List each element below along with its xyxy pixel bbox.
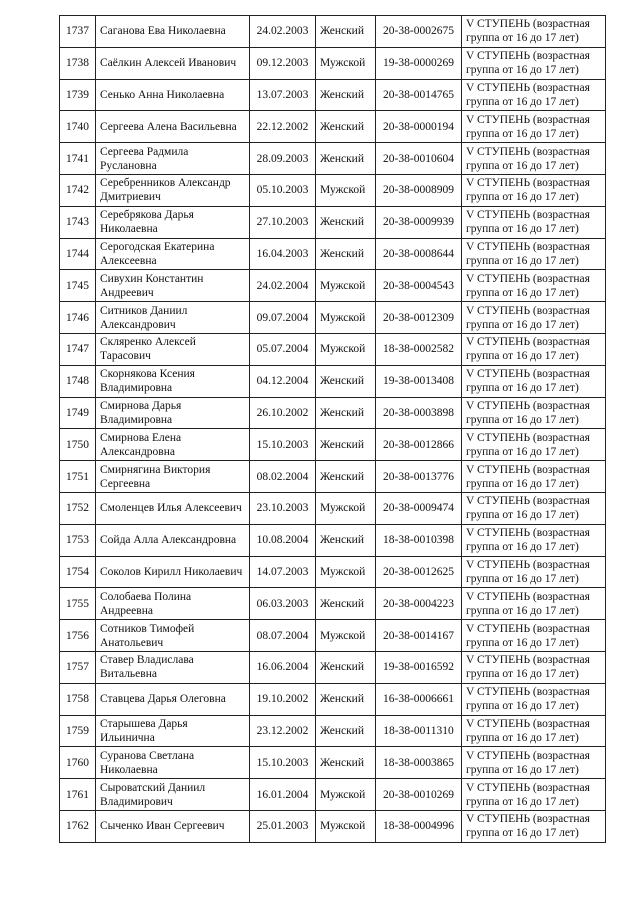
birth-date-cell: 16.04.2003: [250, 238, 316, 270]
full-name-cell: Сенько Анна Николаевна: [96, 79, 250, 111]
uin-number-cell: 18-38-0003865: [376, 747, 462, 779]
table-row: [60, 270, 606, 302]
birth-date-cell: 23.10.2003: [250, 492, 316, 524]
row-number-cell: 1755: [60, 588, 96, 620]
row-number-cell: 1752: [60, 492, 96, 524]
uin-number-cell: 19-38-0016592: [376, 651, 462, 683]
full-name-cell: Ставцева Дарья Олеговна: [96, 683, 250, 715]
full-name-cell: Смирнягина Виктория Сергеевна: [96, 461, 250, 493]
birth-date-cell: 09.07.2004: [250, 302, 316, 334]
full-name-cell: Сергеева Радмила Руслановна: [96, 143, 250, 175]
gto-step-cell: V СТУПЕНЬ (возрастная группа от 16 до 17 лет): [462, 302, 606, 334]
uin-number-cell: 20-38-0000194: [376, 111, 462, 143]
gender-cell: Мужской: [316, 556, 376, 588]
table-row: [60, 111, 606, 143]
table-row: [60, 556, 606, 588]
uin-number-cell: 20-38-0004543: [376, 270, 462, 302]
full-name-cell: Сыроватский Даниил Владимирович: [96, 779, 250, 811]
row-number-cell: 1753: [60, 524, 96, 556]
gender-cell: Женский: [316, 588, 376, 620]
birth-date-cell: 27.10.2003: [250, 206, 316, 238]
gto-step-cell: V СТУПЕНЬ (возрастная группа от 16 до 17 лет): [462, 747, 606, 779]
uin-number-cell: 20-38-0013776: [376, 461, 462, 493]
uin-number-cell: 20-38-0012625: [376, 556, 462, 588]
full-name-cell: Солобаева Полина Андреевна: [96, 588, 250, 620]
uin-number-cell: 20-38-0010269: [376, 779, 462, 811]
row-number-cell: 1739: [60, 79, 96, 111]
gender-cell: Женский: [316, 238, 376, 270]
gender-cell: Женский: [316, 429, 376, 461]
gto-step-cell: V СТУПЕНЬ (возрастная группа от 16 до 17 лет): [462, 206, 606, 238]
table-row: [60, 238, 606, 270]
gto-step-cell: V СТУПЕНЬ (возрастная группа от 16 до 17 лет): [462, 397, 606, 429]
gender-cell: Женский: [316, 143, 376, 175]
full-name-cell: Сыченко Иван Сергеевич: [96, 810, 250, 842]
birth-date-cell: 05.07.2004: [250, 333, 316, 365]
gender-cell: Женский: [316, 206, 376, 238]
uin-number-cell: 20-38-0004223: [376, 588, 462, 620]
gto-step-cell: V СТУПЕНЬ (возрастная группа от 16 до 17 лет): [462, 47, 606, 79]
table-row: [60, 47, 606, 79]
birth-date-cell: 15.10.2003: [250, 429, 316, 461]
uin-number-cell: 20-38-0008644: [376, 238, 462, 270]
uin-number-cell: 18-38-0011310: [376, 715, 462, 747]
row-number-cell: 1759: [60, 715, 96, 747]
gto-step-cell: V СТУПЕНЬ (возрастная группа от 16 до 17 лет): [462, 651, 606, 683]
birth-date-cell: 15.10.2003: [250, 747, 316, 779]
birth-date-cell: 24.02.2003: [250, 16, 316, 48]
full-name-cell: Соколов Кирилл Николаевич: [96, 556, 250, 588]
birth-date-cell: 14.07.2003: [250, 556, 316, 588]
gender-cell: Женский: [316, 111, 376, 143]
birth-date-cell: 09.12.2003: [250, 47, 316, 79]
birth-date-cell: 26.10.2002: [250, 397, 316, 429]
row-number-cell: 1738: [60, 47, 96, 79]
gender-cell: Женский: [316, 365, 376, 397]
uin-number-cell: 19-38-0000269: [376, 47, 462, 79]
full-name-cell: Скорнякова Ксения Владимировна: [96, 365, 250, 397]
table-row: [60, 683, 606, 715]
table-row: [60, 651, 606, 683]
uin-number-cell: 20-38-0012866: [376, 429, 462, 461]
gender-cell: Женский: [316, 397, 376, 429]
gender-cell: Женский: [316, 651, 376, 683]
birth-date-cell: 10.08.2004: [250, 524, 316, 556]
gto-step-cell: V СТУПЕНЬ (возрастная группа от 16 до 17 лет): [462, 524, 606, 556]
row-number-cell: 1762: [60, 810, 96, 842]
full-name-cell: Ставер Владислава Витальевна: [96, 651, 250, 683]
uin-number-cell: 18-38-0004996: [376, 810, 462, 842]
birth-date-cell: 16.01.2004: [250, 779, 316, 811]
full-name-cell: Старышева Дарья Ильинична: [96, 715, 250, 747]
table-row: [60, 810, 606, 842]
table-row: [60, 620, 606, 652]
table-row: [60, 779, 606, 811]
row-number-cell: 1754: [60, 556, 96, 588]
gender-cell: Женский: [316, 683, 376, 715]
gto-step-cell: V СТУПЕНЬ (возрастная группа от 16 до 17 лет): [462, 79, 606, 111]
table-row: [60, 206, 606, 238]
row-number-cell: 1761: [60, 779, 96, 811]
table-row: [60, 79, 606, 111]
gto-step-cell: V СТУПЕНЬ (возрастная группа от 16 до 17 лет): [462, 620, 606, 652]
row-number-cell: 1740: [60, 111, 96, 143]
row-number-cell: 1756: [60, 620, 96, 652]
gender-cell: Мужской: [316, 270, 376, 302]
full-name-cell: Саганова Ева Николаевна: [96, 16, 250, 48]
row-number-cell: 1743: [60, 206, 96, 238]
row-number-cell: 1748: [60, 365, 96, 397]
gto-step-cell: V СТУПЕНЬ (возрастная группа от 16 до 17 лет): [462, 270, 606, 302]
table-row: [60, 524, 606, 556]
uin-number-cell: 19-38-0013408: [376, 365, 462, 397]
gto-step-cell: V СТУПЕНЬ (возрастная группа от 16 до 17 лет): [462, 588, 606, 620]
table-row: [60, 174, 606, 206]
uin-number-cell: 20-38-0012309: [376, 302, 462, 334]
row-number-cell: 1745: [60, 270, 96, 302]
gender-cell: Женский: [316, 79, 376, 111]
birth-date-cell: 16.06.2004: [250, 651, 316, 683]
birth-date-cell: 13.07.2003: [250, 79, 316, 111]
row-number-cell: 1749: [60, 397, 96, 429]
row-number-cell: 1751: [60, 461, 96, 493]
uin-number-cell: 20-38-0010604: [376, 143, 462, 175]
birth-date-cell: 08.02.2004: [250, 461, 316, 493]
gto-step-cell: V СТУПЕНЬ (возрастная группа от 16 до 17 лет): [462, 111, 606, 143]
full-name-cell: Сотников Тимофей Анатольевич: [96, 620, 250, 652]
uin-number-cell: 20-38-0002675: [376, 16, 462, 48]
gto-step-cell: V СТУПЕНЬ (возрастная группа от 16 до 17 лет): [462, 683, 606, 715]
gto-step-cell: V СТУПЕНЬ (возрастная группа от 16 до 17 лет): [462, 779, 606, 811]
birth-date-cell: 08.07.2004: [250, 620, 316, 652]
row-number-cell: 1747: [60, 333, 96, 365]
uin-number-cell: 20-38-0009474: [376, 492, 462, 524]
full-name-cell: Сойда Алла Александровна: [96, 524, 250, 556]
gender-cell: Женский: [316, 16, 376, 48]
gto-step-cell: V СТУПЕНЬ (возрастная группа от 16 до 17 лет): [462, 238, 606, 270]
uin-number-cell: 20-38-0014167: [376, 620, 462, 652]
row-number-cell: 1741: [60, 143, 96, 175]
row-number-cell: 1758: [60, 683, 96, 715]
gto-step-cell: V СТУПЕНЬ (возрастная группа от 16 до 17 лет): [462, 365, 606, 397]
row-number-cell: 1742: [60, 174, 96, 206]
uin-number-cell: 20-38-0014765: [376, 79, 462, 111]
birth-date-cell: 28.09.2003: [250, 143, 316, 175]
full-name-cell: Саёлкин Алексей Иванович: [96, 47, 250, 79]
uin-number-cell: 18-38-0010398: [376, 524, 462, 556]
gender-cell: Женский: [316, 747, 376, 779]
gto-step-cell: V СТУПЕНЬ (возрастная группа от 16 до 17 лет): [462, 461, 606, 493]
gto-step-cell: V СТУПЕНЬ (возрастная группа от 16 до 17 лет): [462, 16, 606, 48]
birth-date-cell: 25.01.2003: [250, 810, 316, 842]
gto-step-cell: V СТУПЕНЬ (возрастная группа от 16 до 17 лет): [462, 715, 606, 747]
table-row: [60, 429, 606, 461]
table-row: [60, 302, 606, 334]
full-name-cell: Смирнова Дарья Владимировна: [96, 397, 250, 429]
table-row: [60, 461, 606, 493]
full-name-cell: Смирнова Елена Александровна: [96, 429, 250, 461]
birth-date-cell: 06.03.2003: [250, 588, 316, 620]
gender-cell: Мужской: [316, 810, 376, 842]
full-name-cell: Ситников Даниил Александрович: [96, 302, 250, 334]
birth-date-cell: 23.12.2002: [250, 715, 316, 747]
full-name-cell: Сергеева Алена Васильевна: [96, 111, 250, 143]
row-number-cell: 1744: [60, 238, 96, 270]
full-name-cell: Сивухин Константин Андреевич: [96, 270, 250, 302]
gto-step-cell: V СТУПЕНЬ (возрастная группа от 16 до 17 лет): [462, 143, 606, 175]
table-row: [60, 715, 606, 747]
birth-date-cell: 19.10.2002: [250, 683, 316, 715]
uin-number-cell: 16-38-0006661: [376, 683, 462, 715]
gender-cell: Женский: [316, 715, 376, 747]
gto-step-cell: V СТУПЕНЬ (возрастная группа от 16 до 17 лет): [462, 810, 606, 842]
gender-cell: Женский: [316, 461, 376, 493]
gto-step-cell: V СТУПЕНЬ (возрастная группа от 16 до 17 лет): [462, 174, 606, 206]
row-number-cell: 1746: [60, 302, 96, 334]
table-body: [60, 16, 606, 843]
table-row: [60, 365, 606, 397]
table-row: [60, 492, 606, 524]
gto-step-cell: V СТУПЕНЬ (возрастная группа от 16 до 17 лет): [462, 492, 606, 524]
birth-date-cell: 24.02.2004: [250, 270, 316, 302]
full-name-cell: Серебренников Александр Дмитриевич: [96, 174, 250, 206]
full-name-cell: Серебрякова Дарья Николаевна: [96, 206, 250, 238]
gender-cell: Мужской: [316, 302, 376, 334]
participants-table: [59, 15, 606, 843]
full-name-cell: Суранова Светлана Николаевна: [96, 747, 250, 779]
row-number-cell: 1737: [60, 16, 96, 48]
uin-number-cell: 20-38-0008909: [376, 174, 462, 206]
gender-cell: Женский: [316, 524, 376, 556]
gto-step-cell: V СТУПЕНЬ (возрастная группа от 16 до 17 лет): [462, 333, 606, 365]
uin-number-cell: 20-38-0009939: [376, 206, 462, 238]
birth-date-cell: 05.10.2003: [250, 174, 316, 206]
full-name-cell: Скляренко Алексей Тарасович: [96, 333, 250, 365]
full-name-cell: Смоленцев Илья Алексеевич: [96, 492, 250, 524]
birth-date-cell: 04.12.2004: [250, 365, 316, 397]
gender-cell: Мужской: [316, 779, 376, 811]
table-row: [60, 143, 606, 175]
row-number-cell: 1750: [60, 429, 96, 461]
table-row: [60, 333, 606, 365]
row-number-cell: 1760: [60, 747, 96, 779]
gender-cell: Мужской: [316, 47, 376, 79]
table-row: [60, 747, 606, 779]
gender-cell: Мужской: [316, 174, 376, 206]
gender-cell: Мужской: [316, 333, 376, 365]
table-row: [60, 588, 606, 620]
birth-date-cell: 22.12.2002: [250, 111, 316, 143]
full-name-cell: Серогодская Екатерина Алексеевна: [96, 238, 250, 270]
uin-number-cell: 18-38-0002582: [376, 333, 462, 365]
gto-step-cell: V СТУПЕНЬ (возрастная группа от 16 до 17 лет): [462, 429, 606, 461]
gto-step-cell: V СТУПЕНЬ (возрастная группа от 16 до 17 лет): [462, 556, 606, 588]
table-row: [60, 16, 606, 48]
gender-cell: Мужской: [316, 620, 376, 652]
gender-cell: Мужской: [316, 492, 376, 524]
uin-number-cell: 20-38-0003898: [376, 397, 462, 429]
row-number-cell: 1757: [60, 651, 96, 683]
table-row: [60, 397, 606, 429]
